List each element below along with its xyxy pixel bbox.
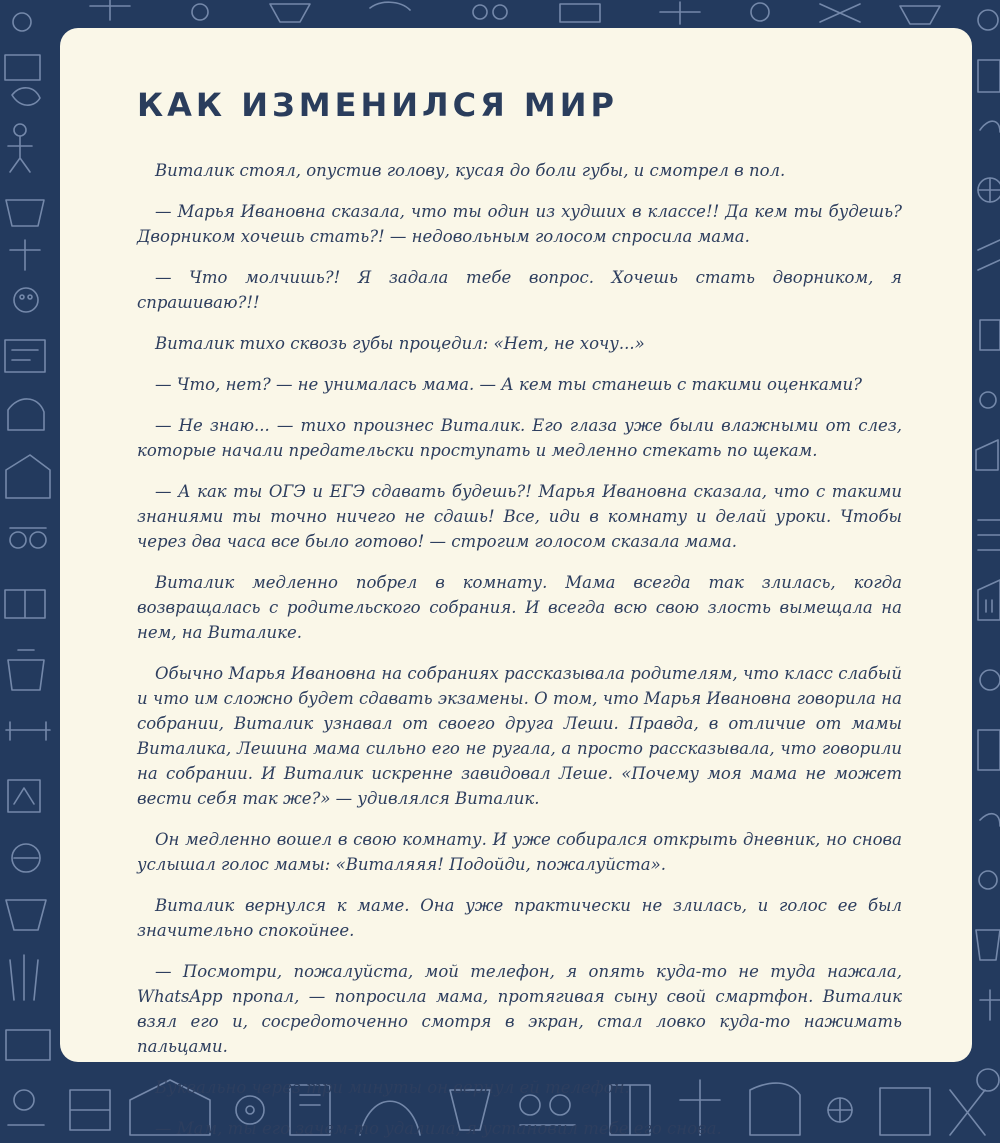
story-text (137, 158, 902, 1141)
paragraph: — Не знаю... — тихо произнес Виталик. Его глаза уже были влажными от слез, которые начали предательски проступать и медленно стекать по щекам. (137, 416, 902, 460)
paragraph: — Мам, ты его зачем-то удалила, я установил тебе его снова. (155, 1119, 722, 1138)
paragraph: — Что молчишь?! Я задала тебе вопрос. Хочешь стать дворником, я спрашиваю?!! (137, 268, 902, 312)
paragraph: Виталик медленно побрел в комнату. Мама всегда так злилась, когда возвращалась с родительского собрания. И всегда всю свою злость вымещала на нем, на Виталике. (137, 573, 902, 642)
paragraph: Он медленно вошел в свою комнату. И уже собирался открыть дневник, но снова услышал голос мамы: «Виталяяя! Подойди, пожалуйста». (137, 830, 902, 874)
page-title: КАК ИЗМЕНИЛСЯ МИР (137, 86, 618, 124)
paragraph: — Марья Ивановна сказала, что ты один из худших в классе!! Да кем ты будешь? Дворником хочешь стать?! — недовольным голосом спросила мама. (137, 202, 902, 246)
paragraph: — Что, нет? — не унималась мама. — А кем ты станешь с такими оценками? (155, 375, 862, 394)
paragraph: — А как ты ОГЭ и ЕГЭ сдавать будешь?! Марья Ивановна сказала, что с такими знаниями ты точно ничего не сдашь! Все, иди в комнату и делай уроки. Чтобы через два часа все было готово! — строгим голосом сказала мама. (137, 482, 902, 551)
paragraph: Виталик вернулся к маме. Она уже практически не злилась, и голос ее был значительно спокойнее. (137, 896, 902, 940)
page-card (60, 28, 972, 1138)
paragraph: — Посмотри, пожалуйста, мой телефон, я опять куда-то не туда нажала, WhatsApp пропал, — попросила мама, протягивая сыну свой смартфон. Виталик взял его и, сосредоточенно смотря в экран, стал ловко куда-то нажимать пальцами. (137, 962, 902, 1056)
paragraph: Виталик стоял, опустив голову, кусая до боли губы, и смотрел в пол. (155, 161, 786, 180)
paragraph: Буквально через три минуты он вернул ей телефон. (155, 1078, 630, 1097)
paragraph: Виталик тихо сквозь губы процедил: «Нет, не хочу...» (155, 334, 645, 353)
paragraph: Обычно Марья Ивановна на собраниях рассказывала родителям, что класс слабый и что им сложно будет сдавать экзамены. О том, что Марья Ивановна говорила на собрании, Виталик узнавал от своего друга Леши. Правда, в отличие от мамы Виталика, Лешина мама сильно его не ругала, а просто рассказывала, что говорили на собрании. И Виталик искренне завидовал Леше. «Почему моя мама не может вести себя так же?» — удивлялся Виталик. (137, 664, 902, 808)
